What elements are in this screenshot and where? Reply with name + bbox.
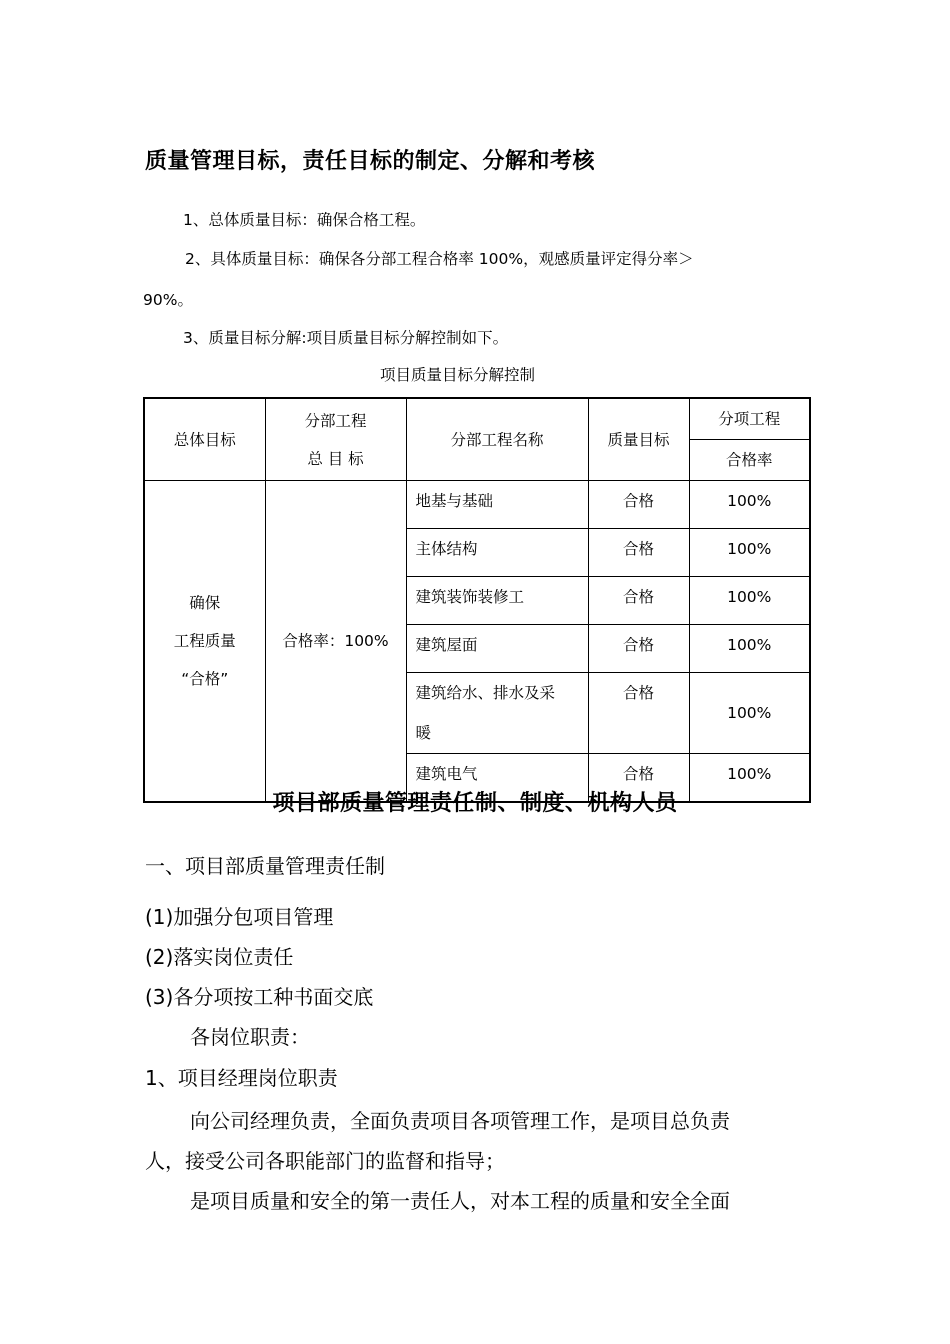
row-rate: 100% <box>689 529 810 577</box>
overall-goal-line1: 确保 <box>189 594 221 612</box>
list-item: (1)加强分包项目管理 <box>145 905 334 929</box>
header-item-line1: 分项工程 <box>689 398 810 440</box>
row-quality: 合格 <box>588 754 689 803</box>
row-name: 建筑屋面 <box>406 625 588 673</box>
paragraph-goal-breakdown: 3、质量目标分解:项目质量目标分解控制如下。 <box>183 329 509 347</box>
header-item-line2: 合格率 <box>689 440 810 481</box>
paragraph-specific-goal: 2、具体质量目标：确保各分部工程合格率 100%，观感质量评定得分率＞ <box>185 250 694 268</box>
row-rate: 100% <box>689 673 810 754</box>
header-sub-goal-line1: 分部工程 <box>304 411 367 430</box>
duty-title: 1、项目经理岗位职责 <box>145 1066 338 1090</box>
duty-paragraph-cont: 人，接受公司各职能部门的监督和指导； <box>145 1149 505 1173</box>
section-heading: 一、项目部质量管理责任制 <box>145 854 385 878</box>
header-overall-goal: 总体目标 <box>144 398 265 481</box>
heading-quality-goals: 质量管理目标，责任目标的制定、分解和考核 <box>145 149 596 174</box>
duty-paragraph: 是项目质量和安全的第一责任人，对本工程的质量和安全全面 <box>190 1189 730 1213</box>
quality-goal-table <box>143 397 811 803</box>
row-name: 建筑装饰装修工 <box>406 577 588 625</box>
row-quality: 合格 <box>588 673 689 754</box>
duty-paragraph: 向公司经理负责，全面负责项目各项管理工作，是项目总负责 <box>190 1109 730 1133</box>
row-name-line1: 建筑给水、排水及采 <box>415 684 556 702</box>
row-name-line2: 暖 <box>415 724 432 742</box>
row-quality: 合格 <box>588 577 689 625</box>
sub-goal-value: 合格率：100% <box>265 481 406 803</box>
header-sub-goal-line2: 总 目 标 <box>307 449 364 468</box>
overall-goal-cell <box>144 481 265 803</box>
header-sub-name: 分部工程名称 <box>406 398 588 481</box>
overall-goal-line2: 工程质量 <box>173 632 236 650</box>
duties-label: 各岗位职责： <box>190 1025 310 1049</box>
paragraph-overall-goal: 1、总体质量目标：确保合格工程。 <box>183 211 426 229</box>
row-quality: 合格 <box>588 625 689 673</box>
row-rate: 100% <box>689 754 810 803</box>
list-item: (3)各分项按工种书面交底 <box>145 985 374 1009</box>
row-rate: 100% <box>689 481 810 529</box>
row-name: 地基与基础 <box>406 481 588 529</box>
header-quality-goal: 质量目标 <box>588 398 689 481</box>
row-name: 主体结构 <box>406 529 588 577</box>
list-item: (2)落实岗位责任 <box>145 945 294 969</box>
row-name: 建筑电气 <box>406 754 588 803</box>
heading-responsibility-system: 项目部质量管理责任制、制度、机构人员 <box>272 791 678 816</box>
overall-goal-line3: “合格” <box>181 670 229 688</box>
row-rate: 100% <box>689 577 810 625</box>
row-quality: 合格 <box>588 481 689 529</box>
row-quality: 合格 <box>588 529 689 577</box>
row-name <box>406 673 588 754</box>
row-rate: 100% <box>689 625 810 673</box>
table-row <box>144 481 810 529</box>
paragraph-specific-goal-cont: 90%。 <box>143 291 193 309</box>
table-caption: 项目质量目标分解控制 <box>380 366 536 384</box>
header-sub-goal <box>265 398 406 481</box>
